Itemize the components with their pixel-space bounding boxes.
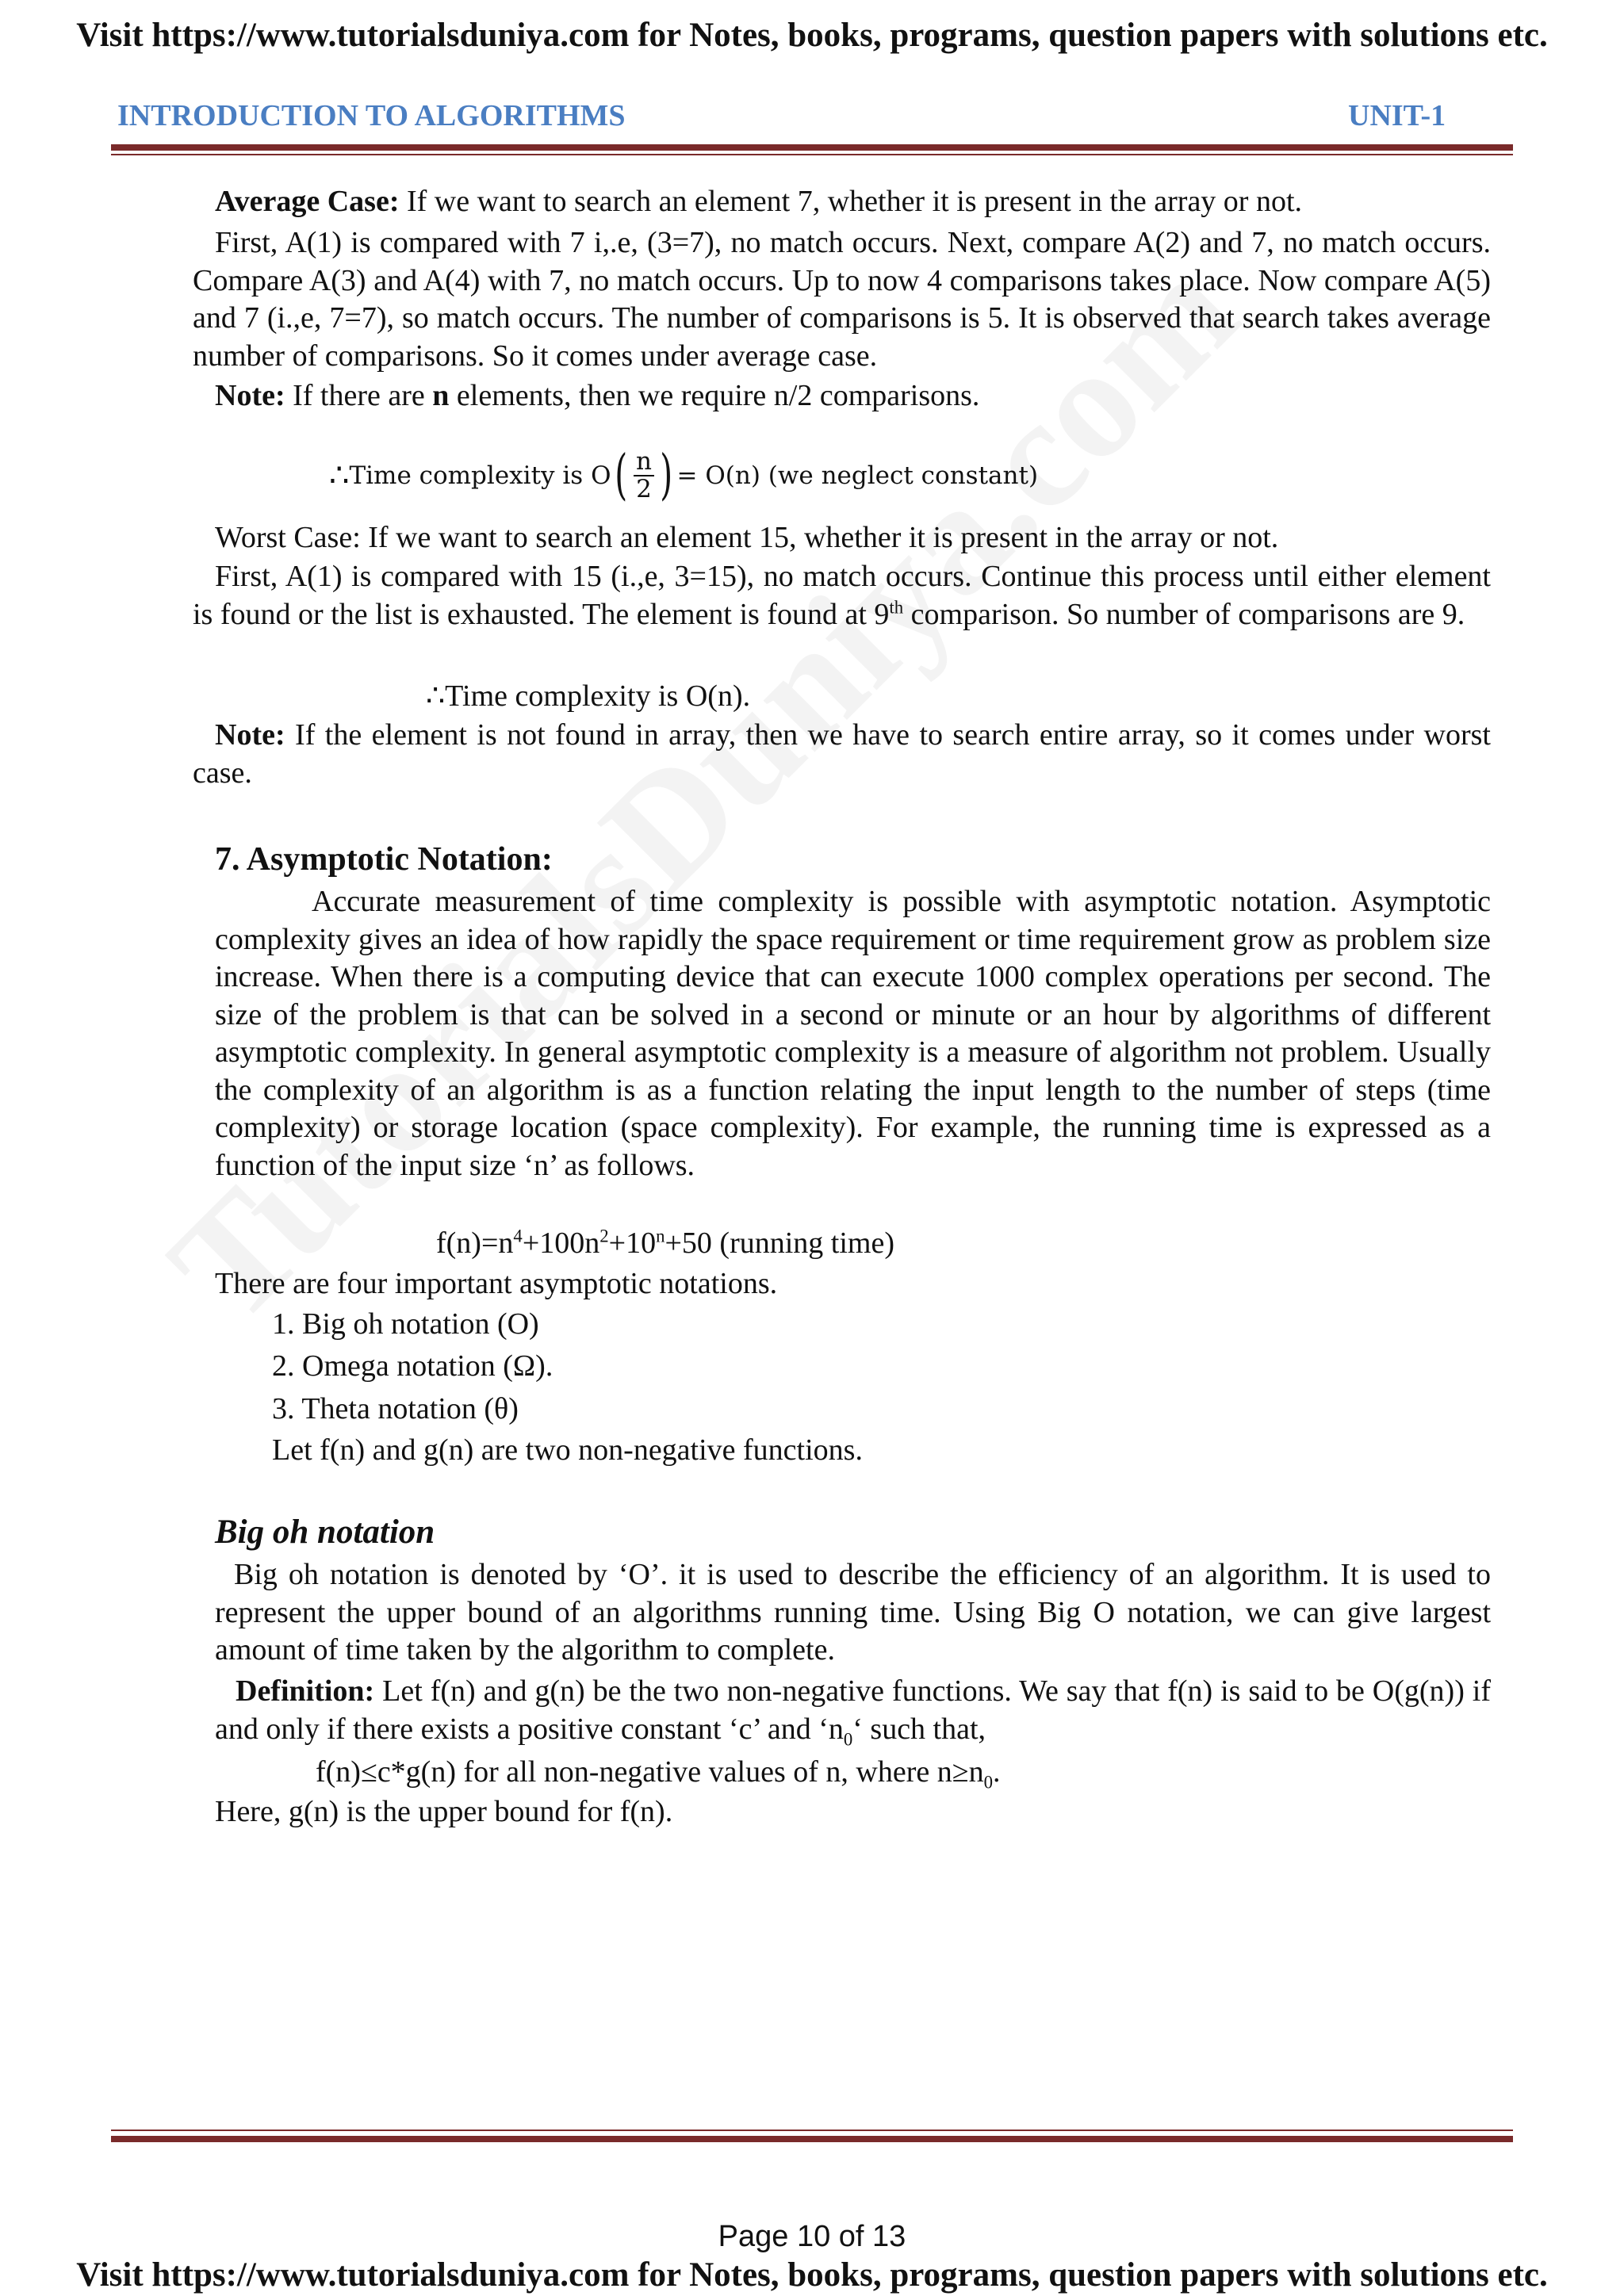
fraction-denominator: 2 xyxy=(636,475,652,503)
upper-bound-text: Here, g(n) is the upper bound for f(n). xyxy=(215,1795,673,1828)
page-number: Page 10 of 13 xyxy=(718,2220,906,2253)
non-negative-functions-text: Let f(n) and g(n) are two non-negative functions. xyxy=(272,1433,863,1467)
therefore-symbol: ∴ xyxy=(329,457,350,494)
running-time-formula: $f(n)=n^4+100n^2+10^n+50$ (running time) xyxy=(436,1226,894,1260)
asymptotic-paragraph: Accurate measurement of time complexity is possible with asymptotic notation. Asymptotic complexity gives an idea of how rapidly the space requirement or time requirement grow as problem size increase. When there is a computing device that can execute 1000 complex operations per second. The size of the problem is that can be solved in a second or minute or an hour by algorithms of different asymptotic complexity. In general asymptotic complexity is a measure of algorithm not problem. Usually the complexity of an algorithm is as a function relating the input length to the number of steps (time complexity) or storage location (space complexity). For example, the running time is expressed as a function of the input size ‘n’ as follows. xyxy=(215,885,1491,1182)
average-case-intro-text: If we want to search an element 7, whether it is present in the array or not. xyxy=(399,185,1303,218)
list-item-big-oh: 1. Big oh notation (O) xyxy=(272,1307,539,1341)
average-case-intro xyxy=(215,184,1302,219)
worst-case-intro: Worst Case: If we want to search an element 15, whether it is present in the array or not. xyxy=(215,521,1279,554)
definition-label: Definition: xyxy=(236,1674,375,1708)
bottom-banner: Visit https://www.tutorialsduniya.com for Notes, books, programs, question papers with solutions etc. xyxy=(76,2256,1548,2294)
big-oh-condition: f(n)≤c*g(n) for all non-negative values of n, where $n\ge n_0$. xyxy=(316,1755,1001,1793)
header-rule-thin xyxy=(111,154,1513,155)
average-note-label: Note: xyxy=(215,379,285,412)
header-rule xyxy=(111,144,1513,151)
superscript-th: th xyxy=(889,596,904,617)
average-note-n: n xyxy=(432,379,450,412)
worst-case-body: First, A(1) is compared with 15 (i.,e, 3=15), no match occurs. Continue this process until either element is found or the list is exhausted. The element is found at 9th comparison. So number of comparisons are 9. xyxy=(193,560,1491,631)
footer-rule-thin xyxy=(111,2130,1513,2131)
worst-note: Note: If the element is not found in array, then we have to search entire array, so it comes under worst case. xyxy=(193,718,1491,790)
average-note-pre: If there are xyxy=(285,379,433,412)
list-item-omega: 2. Omega notation (Ω). xyxy=(272,1349,553,1383)
footer-rule xyxy=(111,2136,1513,2142)
section-heading-asymptotic: 7. Asymptotic Notation: xyxy=(215,841,553,878)
worst-formula: ∴Time complexity is O(n). xyxy=(426,679,751,713)
subheading-big-oh: Big oh notation xyxy=(215,1513,435,1551)
list-item-theta: 3. Theta notation (θ) xyxy=(272,1392,519,1425)
fraction-n-over-2: ( $\frac{n}{2}$ ) xyxy=(615,444,673,507)
average-note-post: elements, then we require n/2 comparisons. xyxy=(449,379,980,412)
big-oh-paragraph: Big oh notation is denoted by ‘O’. it is used to describe the efficiency of an algorithm. It is used to represent the upper bound of an algorithms running time. Using Big O notation, we can give largest amount of time taken by the algorithm to complete. xyxy=(215,1558,1491,1667)
top-banner: Visit https://www.tutorialsduniya.com for Notes, books, programs, question papers with solutions etc. xyxy=(76,17,1548,54)
big-oh-definition: Definition: Let f(n) and g(n) be the two non-negative functions. We say that f(n) is said to be O(g(n)) if and only if there exists a positive constant ‘c’ and ‘$n_0‘$ such that, xyxy=(215,1674,1491,1750)
header-unit: UNIT-1 xyxy=(1348,99,1446,132)
worst-note-label: Note: xyxy=(215,718,285,752)
average-formula-text: Time complexity is O xyxy=(349,461,611,490)
notation-list-intro: There are four important asymptotic notations. xyxy=(215,1267,778,1300)
header-title: INTRODUCTION TO ALGORITHMS xyxy=(117,99,626,132)
fraction-numerator: n xyxy=(634,449,654,476)
average-note xyxy=(215,378,979,413)
average-formula-tail: = O(n) (we neglect constant) xyxy=(676,461,1039,490)
average-formula xyxy=(329,436,1038,515)
average-case-label: Average Case: xyxy=(215,185,400,218)
average-case-body: First, A(1) is compared with 7 i,.e, (3=7), no match occurs. Next, compare A(2) and 7, no match occurs. Compare A(3) and A(4) with 7, no match occurs. Up to now 4 comparisons takes place. Now compare A(5) and 7 (i.,e, 7=7), so match occurs. The number of comparisons is 5. It is observed that search takes average number of comparisons. So it comes under average case. xyxy=(193,226,1491,373)
